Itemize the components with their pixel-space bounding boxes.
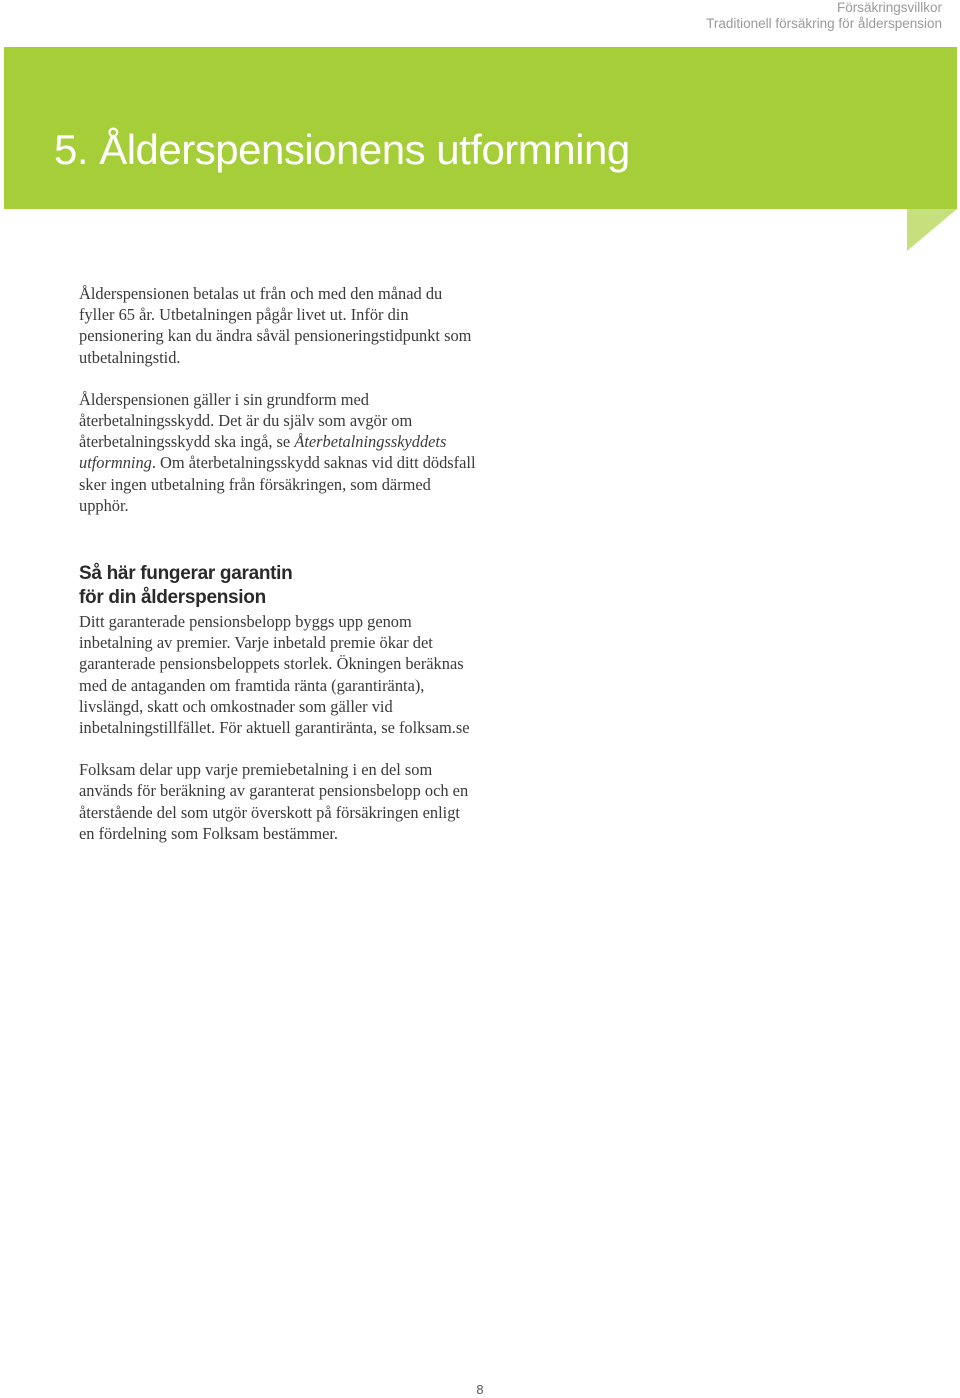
refund-section-reference: Återbetalningsskyddets utformning [79, 432, 447, 473]
guarantee-paragraph: Ditt garanterade pensionsbelopp byggs upp genom inbetalning av premier. Varje inbetald premie ökar det garanterade pensionsbeloppets storlek. Ökningen beräknas med de antaganden om framtida ränta (garantiränta), livslängd, skatt och omkostnader som gäller vid inbetalningstillfället. För aktuell garantiränta, se folksam.se [79, 612, 470, 738]
banner-fold-shape [907, 209, 957, 251]
running-header-subtitle: Traditionell försäkring för ålderspension [706, 16, 942, 31]
refund-protection-paragraph [79, 389, 479, 516]
refund-text-end: . Om återbetalningsskydd saknas vid ditt dödsfall sker ingen utbetalning från försäkringen, som därmed upphör. [79, 453, 476, 515]
chapter-banner [4, 47, 957, 209]
guarantee-heading [79, 562, 479, 610]
intro-paragraph: Ålderspensionen betalas ut från och med den månad du fyller 65 år. Utbetalningen pågår livet ut. Inför din pensionering kan du ändra såväl pensioneringstidpunkt som utbetalningstid. [79, 284, 472, 367]
running-header [706, 0, 942, 32]
premium-split-paragraph: Folksam delar upp varje premiebetalning i en del som används för beräkning av garanterat pensionsbelopp och en återstående del som utgör överskott på försäkringen enligt en fördelning som Folksam bestämmer. [79, 760, 469, 843]
page-number-text: 8 [476, 1382, 484, 1397]
guarantee-heading-line1: Så här fungerar garantin [79, 563, 293, 585]
refund-text-start: Ålderspensionen gäller i sin grundform med återbetalningsskydd. Det är du själv som avgör om återbetalningsskydd ska ingå, se [79, 389, 413, 452]
page-number [0, 1382, 960, 1398]
main-content [79, 283, 479, 844]
guarantee-heading-line2: för din ålderspension [79, 587, 266, 609]
chapter-title: 5. Ålderspensionens utformning [54, 126, 630, 173]
banner-fold-decoration [907, 209, 957, 251]
running-header-title: Försäkringsvillkor [836, 0, 942, 15]
